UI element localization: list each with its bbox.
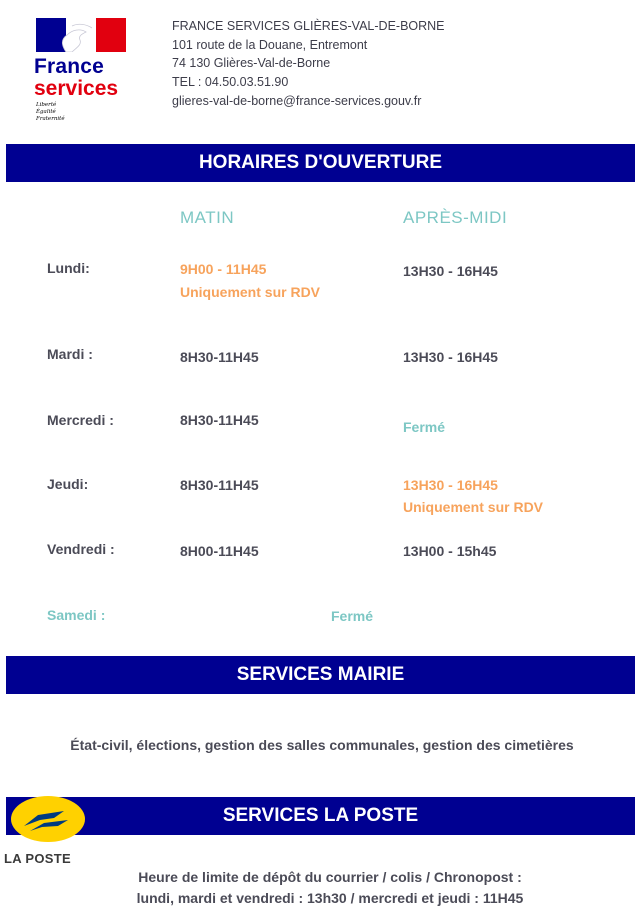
marianne-flag-icon — [36, 18, 126, 52]
monday-afternoon: 13H30 - 16H45 — [403, 263, 498, 279]
thursday-morning: 8H30-11H45 — [180, 477, 259, 493]
monday-morning-note: Uniquement sur RDV — [180, 284, 321, 300]
friday-afternoon: 13H00 - 15h45 — [403, 543, 497, 559]
mairie-services-text: État-civil, élections, gestion des salles communales, gestion des cimetières — [70, 737, 574, 753]
wednesday-morning: 8H30-11H45 — [180, 412, 259, 428]
friday-morning: 8H00-11H45 — [180, 543, 259, 559]
day-wednesday: Mercredi : — [47, 412, 114, 428]
logo-brand-france: France — [34, 55, 105, 78]
tuesday-afternoon: 13H30 - 16H45 — [403, 349, 498, 365]
saturday-closed: Fermé — [331, 608, 374, 624]
day-tuesday: Mardi : — [47, 346, 93, 362]
motto-liberte: Liberté — [36, 102, 57, 108]
office-name: FRANCE SERVICES GLIÈRES-VAL-DE-BORNE — [172, 19, 445, 33]
hours-banner: HORAIRES D'OUVERTURE — [6, 144, 635, 182]
poste-deadline-line1: Heure de limite de dépôt du courrier / colis / Chronopost : — [138, 869, 522, 885]
day-saturday: Samedi : — [47, 607, 106, 623]
la-poste-bird-icon — [10, 795, 86, 843]
logo-motto — [36, 102, 65, 123]
column-afternoon-header: APRÈS-MIDI — [403, 208, 508, 227]
motto-egalite: Égalité — [36, 109, 56, 115]
poste-deadline-line2: lundi, mardi et vendredi : 13h30 / mercredi et jeudi : 11H45 — [136, 890, 524, 906]
poste-banner: SERVICES LA POSTE — [6, 797, 635, 835]
mairie-banner: SERVICES MAIRIE — [6, 656, 635, 694]
tuesday-morning: 8H30-11H45 — [180, 349, 259, 365]
office-city: 74 130 Glières-Val-de-Borne — [172, 56, 331, 70]
office-email[interactable]: glieres-val-de-borne@france-services.gouv.fr — [172, 94, 422, 108]
logo-brand-services: services — [34, 77, 119, 100]
column-morning-header: MATIN — [180, 208, 235, 227]
thursday-afternoon: 13H30 - 16H45 — [403, 477, 498, 493]
wednesday-afternoon-closed: Fermé — [403, 419, 446, 435]
day-monday: Lundi: — [47, 260, 90, 276]
motto-fraternite: Fraternité — [36, 116, 65, 122]
day-thursday: Jeudi: — [47, 476, 89, 492]
day-friday: Vendredi : — [47, 541, 115, 557]
office-phone: TEL : 04.50.03.51.90 — [172, 75, 289, 89]
thursday-afternoon-note: Uniquement sur RDV — [403, 499, 544, 515]
monday-morning: 9H00 - 11H45 — [180, 261, 267, 277]
office-street: 101 route de la Douane, Entremont — [172, 38, 368, 52]
la-poste-logo-text: LA POSTE — [4, 851, 71, 866]
